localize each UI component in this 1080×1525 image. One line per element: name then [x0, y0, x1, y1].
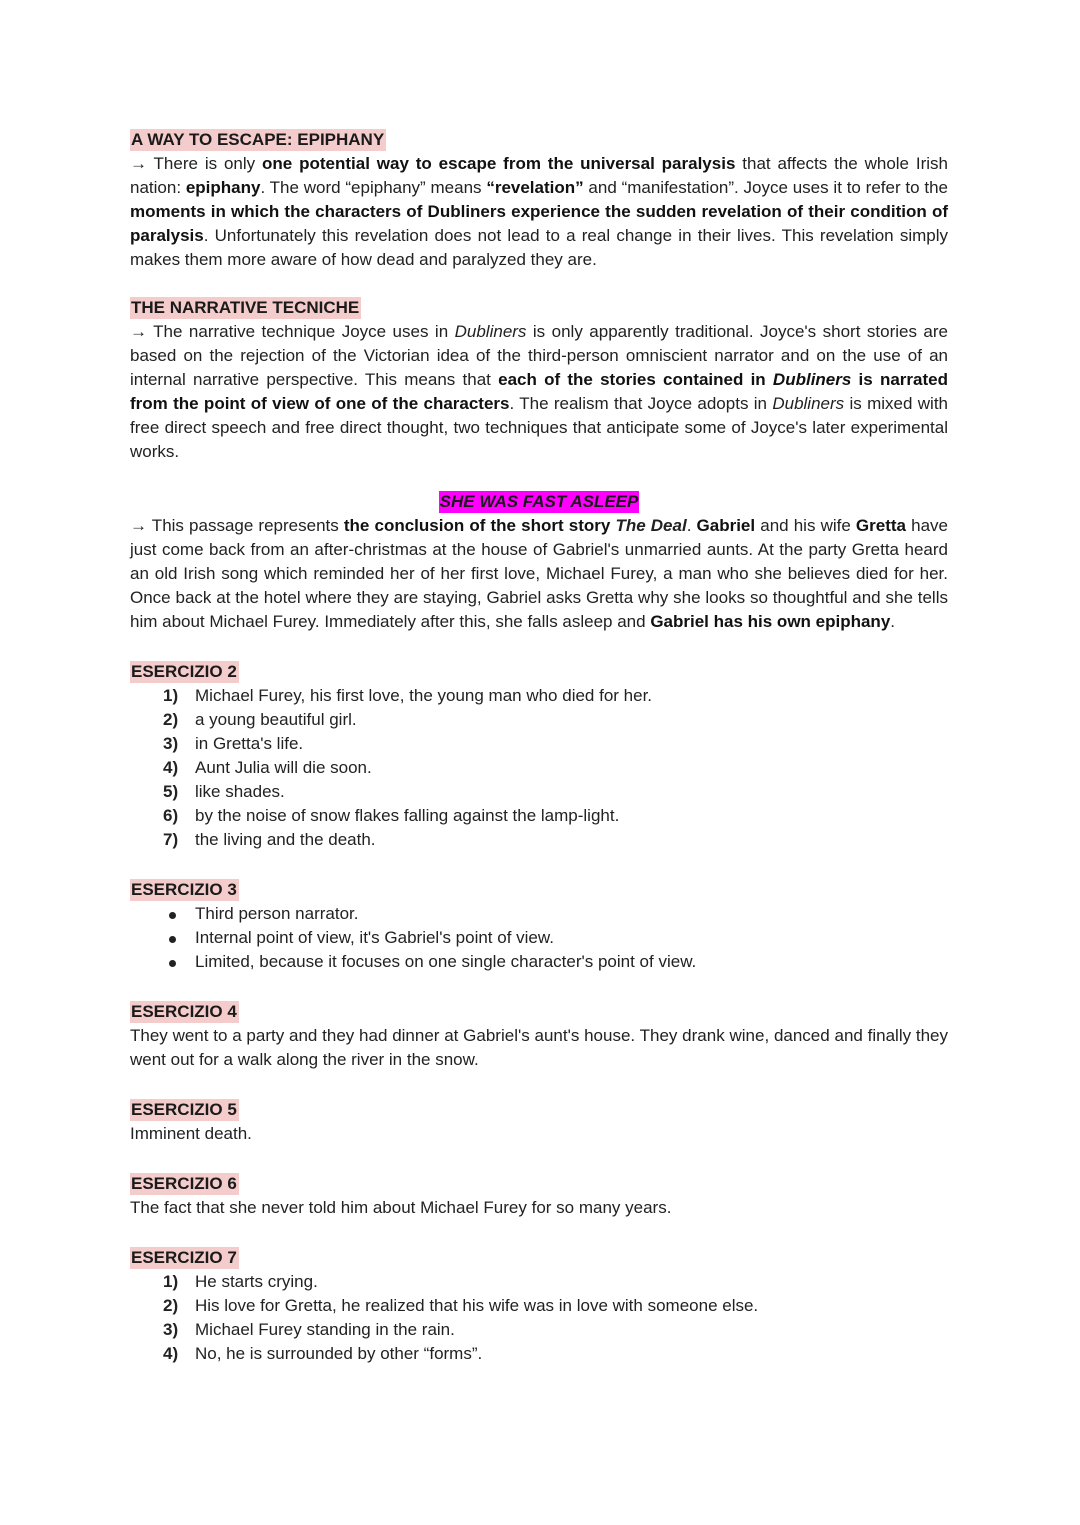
list-item: 4) No, he is surrounded by other “forms”. — [163, 1344, 483, 1363]
section-fast-asleep — [130, 490, 948, 634]
exercise-6 — [130, 1172, 948, 1220]
section-paragraph: → There is only one potential way to escape from the universal paralysis that affects the whole Irish nation: epiphany. The word “epiphany” means “revelation” and “manifestation”. Joyce uses it to refer to the moments in which the characters of Dubliners experience the sudden revelation of their condition of paralysis. Unfortunately this revelation does not lead to a real change in their lives. This revelation simply makes them more aware of how dead and paralyzed they are. — [130, 154, 949, 269]
bullet-icon — [169, 960, 176, 967]
section-narrative-technique — [130, 296, 948, 464]
section-epiphany — [130, 128, 948, 272]
exercise-heading: ESERCIZIO 2 — [131, 662, 237, 681]
answer-list — [130, 1270, 948, 1366]
exercise-7 — [130, 1246, 948, 1366]
section-paragraph: → The narrative technique Joyce uses in Dubliners is only apparently traditional. Joyce's short stories are based on the rejection of the Victorian idea of the third-person omniscient narrator and on the use of an internal narrative perspective. This means that each of the stories contained in Dubliners is narrated from the point of view of one of the characters. The realism that Joyce adopts in Dubliners is mixed with free direct speech and free direct thought, two techniques that anticipate some of Joyce's later experimental works. — [130, 322, 948, 461]
exercise-heading: ESERCIZIO 4 — [131, 1002, 237, 1021]
list-item: 3) Michael Furey standing in the rain. — [163, 1320, 455, 1339]
passage-title: SHE WAS FAST ASLEEP — [439, 492, 639, 511]
list-item: 5) like shades. — [163, 782, 285, 801]
exercise-answer: The fact that she never told him about Michael Furey for so many years. — [130, 1198, 672, 1217]
exercise-heading: ESERCIZIO 5 — [131, 1100, 237, 1119]
exercise-heading: ESERCIZIO 6 — [131, 1174, 237, 1193]
answer-list — [130, 684, 948, 852]
list-item: 3) in Gretta's life. — [163, 734, 304, 753]
exercise-5 — [130, 1098, 948, 1146]
list-item: 6) by the noise of snow flakes falling against the lamp-light. — [163, 806, 620, 825]
exercise-3 — [130, 878, 948, 974]
list-item: 2) a young beautiful girl. — [163, 710, 357, 729]
document-page — [130, 128, 948, 1366]
list-item: 1) Michael Furey, his first love, the young man who died for her. — [163, 686, 653, 705]
list-item: 4) Aunt Julia will die soon. — [163, 758, 372, 777]
list-item: Internal point of view, it's Gabriel's point of view. — [163, 926, 948, 950]
list-item: 7) the living and the death. — [163, 830, 376, 849]
exercise-4 — [130, 1000, 948, 1072]
exercise-2 — [130, 660, 948, 852]
exercise-heading: ESERCIZIO 3 — [131, 880, 237, 899]
list-item: Limited, because it focuses on one single character's point of view. — [163, 950, 948, 974]
bullet-icon — [169, 936, 176, 943]
bullet-icon — [169, 912, 176, 919]
list-item: 2) His love for Gretta, he realized that his wife was in love with someone else. — [163, 1296, 759, 1315]
list-item: 1) He starts crying. — [163, 1272, 318, 1291]
exercise-answer: They went to a party and they had dinner at Gabriel's aunt's house. They drank wine, danced and finally they went out for a walk along the river in the snow. — [130, 1026, 948, 1069]
exercise-heading: ESERCIZIO 7 — [131, 1248, 237, 1267]
list-item: Third person narrator. — [163, 902, 948, 926]
exercise-answer: Imminent death. — [130, 1124, 252, 1143]
section-heading: A WAY TO ESCAPE: EPIPHANY — [131, 130, 385, 149]
section-paragraph: → This passage represents the conclusion of the short story The Deal. Gabriel and his wife Gretta have just come back from an after-christmas at the house of Gabriel's unmarried aunts. At the party Gretta heard an old Irish song which reminded her of her first love, Michael Furey, a man who she believes died for her. Once back at the hotel where they are staying, Gabriel asks Gretta why she looks so thoughtful and she tells him about Michael Furey. Immediately after this, she falls asleep and Gabriel has his own epiphany. — [130, 516, 948, 631]
section-heading: THE NARRATIVE TECNICHE — [131, 298, 360, 317]
answer-list — [130, 902, 948, 974]
